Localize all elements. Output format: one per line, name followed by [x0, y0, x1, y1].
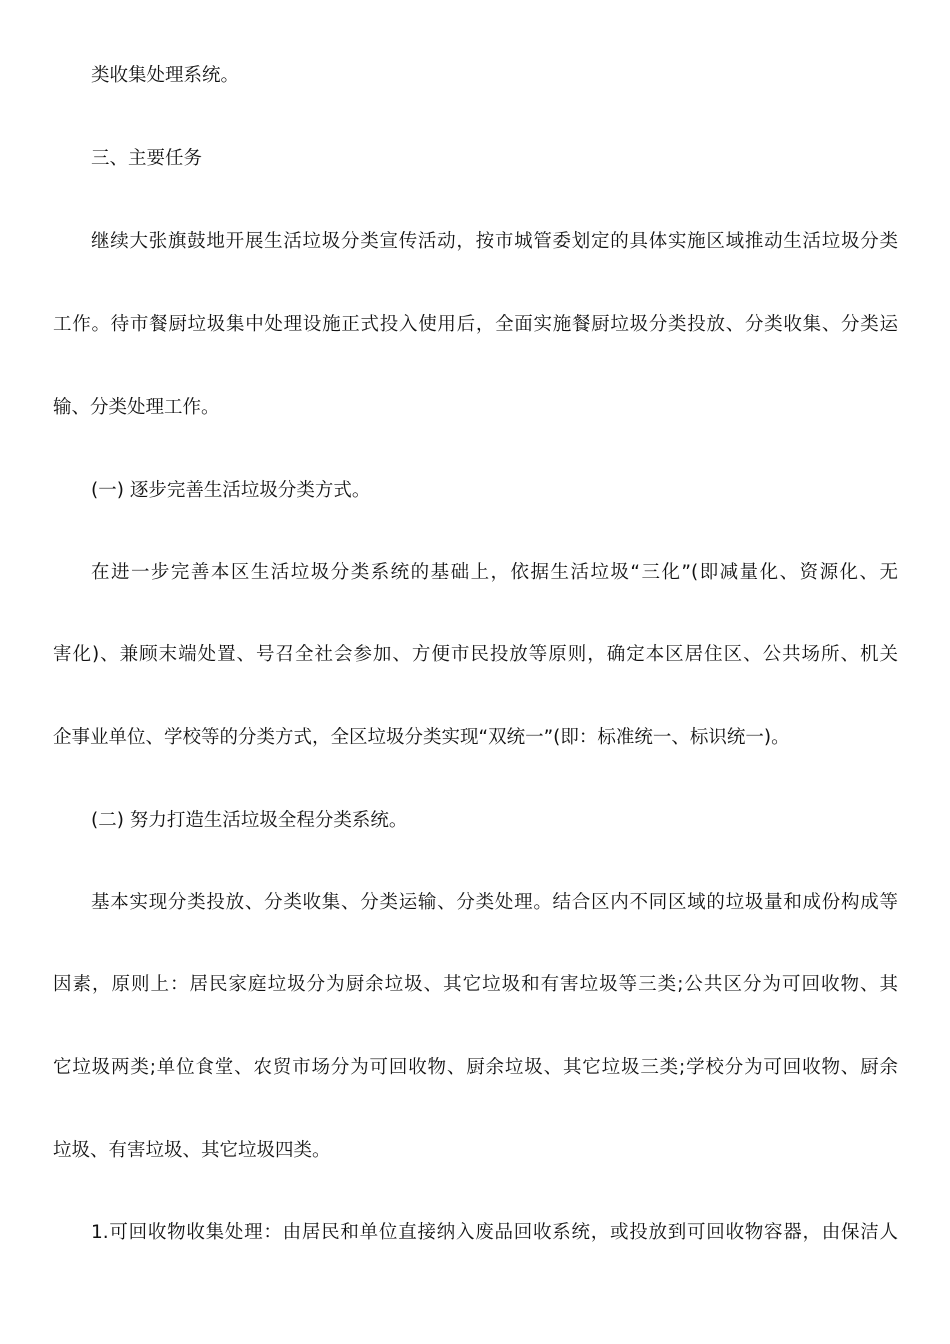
- paragraph-line: 基本实现分类投放、分类收集、分类运输、分类处理。结合区内不同区域的垃圾量和成份构成等: [91, 892, 898, 913]
- paragraph-line: 类收集处理系统。: [91, 65, 240, 86]
- paragraph-line: 工作。待市餐厨垃圾集中处理设施正式投入使用后，全面实施餐厨垃圾分类投放、分类收集、分类运: [53, 314, 898, 335]
- subsection-heading: (一) 逐步完善生活垃圾分类方式。: [91, 480, 371, 501]
- paragraph-line: 企事业单位、学校等的分类方式，全区垃圾分类实现“双统一”(即：标准统一、标识统一)。: [53, 727, 790, 748]
- paragraph-line: 在进一步完善本区生活垃圾分类系统的基础上，依据生活垃圾“三化”(即减量化、资源化、无: [91, 562, 898, 583]
- paragraph-line: 垃圾、有害垃圾、其它垃圾四类。: [53, 1140, 331, 1161]
- paragraph-line: 继续大张旗鼓地开展生活垃圾分类宣传活动，按市城管委划定的具体实施区域推动生活垃圾分类: [91, 231, 898, 252]
- paragraph-line: 输、分类处理工作。: [53, 397, 220, 418]
- section-heading: 三、主要任务: [91, 148, 203, 169]
- paragraph-line: 它垃圾两类;单位食堂、农贸市场分为可回收物、厨余垃圾、其它垃圾三类;学校分为可回收物、厨余: [53, 1057, 898, 1078]
- paragraph-line: 害化)、兼顾末端处置、号召全社会参加、方便市民投放等原则，确定本区居住区、公共场所、机关: [53, 644, 898, 665]
- paragraph-line: 1.可回收物收集处理：由居民和单位直接纳入废品回收系统，或投放到可回收物容器，由保洁人: [91, 1222, 898, 1243]
- subsection-heading: (二) 努力打造生活垃圾全程分类系统。: [91, 810, 408, 831]
- paragraph-line: 因素，原则上：居民家庭垃圾分为厨余垃圾、其它垃圾和有害垃圾等三类;公共区分为可回收物、其: [53, 974, 898, 995]
